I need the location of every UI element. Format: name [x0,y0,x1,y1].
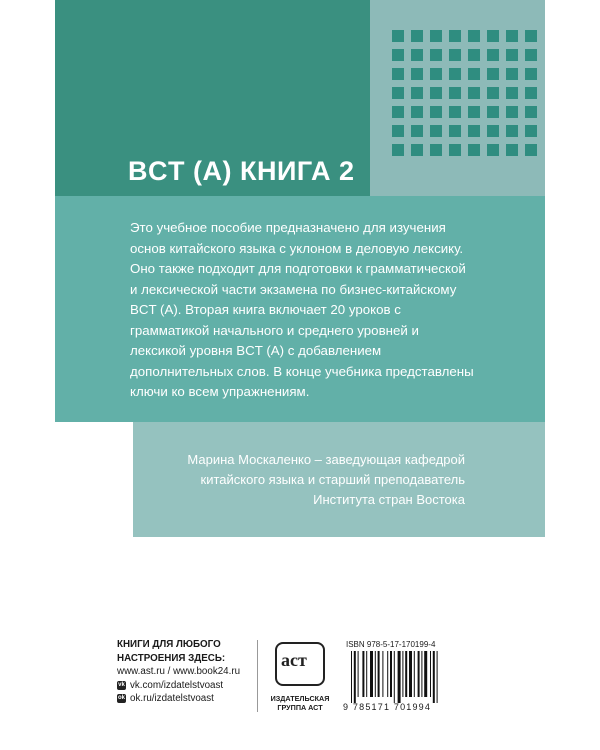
grid-dot [430,87,442,99]
ok-link-text[interactable]: ok.ru/izdatelstvoast [130,693,214,704]
grid-dot [449,30,461,42]
grid-dot [449,144,461,156]
barcode-bar [398,651,401,703]
grid-dot [392,30,404,42]
grid-dot [487,49,499,61]
grid-dot [468,49,480,61]
grid-dot [506,106,518,118]
author-bio: Марина Москаленко – заведующая кафедрой китайского языка и старший преподаватель Института стран Востока [187,452,465,507]
publisher-logo [265,642,335,716]
ean-digits [343,702,455,712]
grid-dot [525,49,537,61]
web-links[interactable] [117,665,257,679]
grid-dot [392,144,404,156]
promo-block [117,638,257,706]
vk-link-text[interactable]: vk.com/izdatelstvoast [130,679,224,691]
barcode-bar [409,651,412,697]
barcode-bar [378,651,380,697]
grid-dot [430,144,442,156]
grid-dot [525,106,537,118]
grid-dot [487,87,499,99]
grid-dot [430,49,442,61]
barcode-bar [370,651,373,697]
grid-dot [506,49,518,61]
grid-dot [506,30,518,42]
grid-dot [468,68,480,80]
grid-dot [392,87,404,99]
grid-dot [506,87,518,99]
barcode-bar [358,651,359,697]
grid-dot [468,30,480,42]
grid-dot [411,144,423,156]
barcode-bar [382,651,383,697]
barcode-bar [354,651,356,703]
barcode-bar [390,651,392,697]
book-description: Это учебное пособие предназначено для изучения основ китайского языка с уклоном в деловую лексику. Оно также подходит для подготовки к грамматической и лексической части экзамена по бизнес-китайскому BCT (A). Вторая книга включает 20 уроков с грамматикой начального и среднего уровней и лексикой уровня BCT (A) с добавлением дополнительных слов. В конце учебника представлены ключи ко всем упражнениям. [130,220,474,399]
barcode-bar [437,651,438,703]
grid-dot [468,125,480,137]
book-title: BCT (A) КНИГА 2 [128,156,355,186]
barcode-bar [351,651,352,703]
grid-dot [525,87,537,99]
ean-first-digit: 9 [343,702,350,712]
barcode-bar [414,651,415,697]
grid-dot [525,125,537,137]
publisher-caption-1: ИЗДАТЕЛЬСКАЯ [270,694,330,703]
grid-dot [411,87,423,99]
grid-dot [449,49,461,61]
barcode-block [343,640,455,712]
grid-dot [468,87,480,99]
grid-dot [487,144,499,156]
dot-grid-decoration [392,30,537,156]
publisher-logo-text: аст [281,650,307,670]
barcode-bar [362,651,364,697]
grid-dot [411,49,423,61]
grid-dot [506,144,518,156]
grid-dot [506,68,518,80]
grid-dot [487,30,499,42]
ean-right-group: 701994 [393,702,432,712]
publisher-caption-2: ГРУППА АСТ [277,703,323,712]
grid-dot [430,125,442,137]
vk-link[interactable] [117,679,257,693]
barcode-bar [375,651,376,697]
footer-divider [257,640,258,712]
barcode-bar [433,651,435,703]
grid-dot [430,106,442,118]
isbn-number: ISBN 978-5-17-170199-4 [346,640,436,649]
barcode-bar [402,651,403,697]
barcode-bar [421,651,422,697]
ean-left-group: 785171 [352,702,391,712]
grid-dot [392,68,404,80]
barcode-bar [394,651,395,703]
grid-dot [430,68,442,80]
grid-dot [468,144,480,156]
grid-dot [449,106,461,118]
ok-icon: ok [117,695,125,702]
vk-icon: vk [118,681,125,688]
web-links-text[interactable]: www.ast.ru / www.book24.ru [117,666,241,677]
grid-dot [430,30,442,42]
barcode-bar [430,651,431,697]
grid-dot [525,68,537,80]
promo-heading: КНИГИ ДЛЯ ЛЮБОГО НАСТРОЕНИЯ ЗДЕСЬ: [117,639,226,664]
grid-dot [392,106,404,118]
barcode-bar [424,651,427,697]
publisher-logo-mark [275,642,325,686]
grid-dot [525,144,537,156]
grid-dot [392,125,404,137]
grid-dot [487,68,499,80]
barcode-bar [387,651,388,697]
grid-dot [525,30,537,42]
grid-dot [411,106,423,118]
barcode-bar [418,651,420,697]
grid-dot [449,87,461,99]
grid-dot [468,106,480,118]
grid-dot [411,125,423,137]
grid-dot [487,125,499,137]
grid-dot [487,106,499,118]
grid-dot [411,68,423,80]
barcode-bar [405,651,407,697]
grid-dot [506,125,518,137]
grid-dot [449,68,461,80]
grid-dot [449,125,461,137]
ok-link[interactable] [117,692,257,706]
grid-dot [392,49,404,61]
barcode-bar [366,651,367,697]
grid-dot [411,30,423,42]
barcode-image [343,651,453,703]
